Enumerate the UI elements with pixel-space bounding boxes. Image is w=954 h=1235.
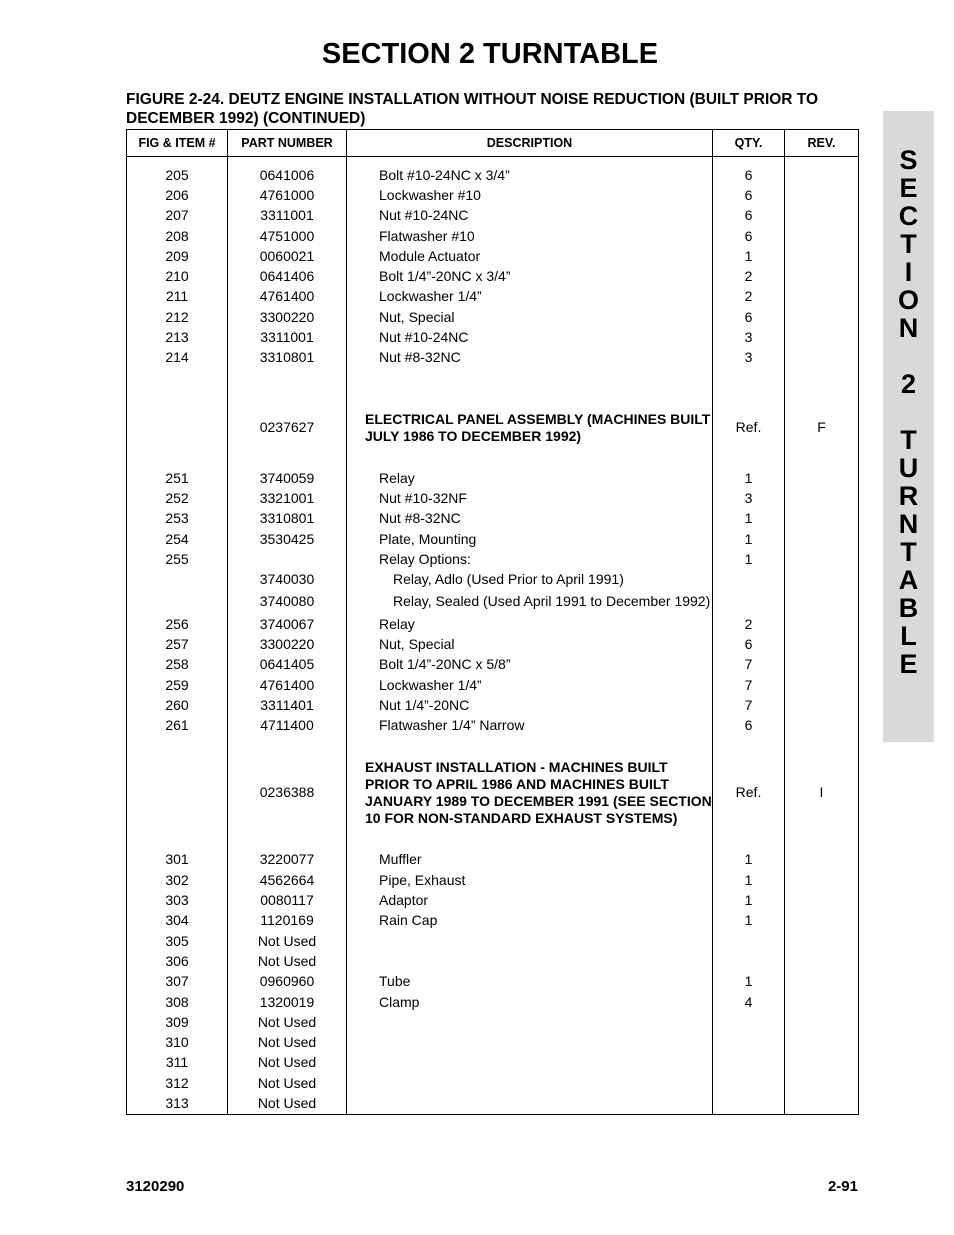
parts-table-body xyxy=(127,157,859,1115)
table-row xyxy=(127,1033,859,1053)
qty-cell: 7 xyxy=(713,675,785,695)
table-spacer-row xyxy=(127,388,859,408)
description-cell: Muffler xyxy=(347,850,713,870)
qty-cell: 6 xyxy=(713,226,785,246)
rev-cell xyxy=(785,1033,859,1053)
table-row xyxy=(127,951,859,971)
part-number-cell: Not Used xyxy=(228,1012,347,1032)
description-cell: Bolt 1/4”-20NC x 5/8” xyxy=(347,655,713,675)
qty-cell: 1 xyxy=(713,870,785,890)
rev-cell xyxy=(785,590,859,614)
fig-cell: 252 xyxy=(127,488,228,508)
rev-cell xyxy=(785,287,859,307)
side-tab-letter: T xyxy=(900,425,917,455)
qty-cell xyxy=(713,1073,785,1093)
table-row xyxy=(127,549,859,569)
table-row xyxy=(127,675,859,695)
part-number-cell: 3740059 xyxy=(228,468,347,488)
part-number-cell: 3310801 xyxy=(228,348,347,368)
table-row xyxy=(127,327,859,347)
description-cell xyxy=(347,1053,713,1073)
table-row xyxy=(127,226,859,246)
table-row xyxy=(127,911,859,931)
part-number-cell xyxy=(228,549,347,569)
qty-cell xyxy=(713,1012,785,1032)
fig-cell: 307 xyxy=(127,972,228,992)
fig-cell: 302 xyxy=(127,870,228,890)
description-cell xyxy=(347,1033,713,1053)
fig-cell xyxy=(127,590,228,614)
description-cell: Rain Cap xyxy=(347,911,713,931)
page-number: 2-91 xyxy=(827,1178,858,1195)
part-number-cell: 0960960 xyxy=(228,972,347,992)
side-tab-letter xyxy=(883,398,934,426)
fig-cell: 209 xyxy=(127,246,228,266)
table-row xyxy=(127,716,859,736)
table-row xyxy=(127,992,859,1012)
rev-cell xyxy=(785,266,859,286)
part-number-cell: Not Used xyxy=(228,1093,347,1114)
description-cell: Relay, Adlo (Used Prior to April 1991) xyxy=(347,569,713,589)
figure-title: FIGURE 2-24. DEUTZ ENGINE INSTALLATION WITHOUT NOISE REDUCTION (BUILT PRIOR TO DECEMBER 1992) (CONTINUED) xyxy=(126,91,819,127)
part-number-cell: 4711400 xyxy=(228,716,347,736)
rev-cell xyxy=(785,655,859,675)
part-number-cell: Not Used xyxy=(228,951,347,971)
part-number-cell: Not Used xyxy=(228,1073,347,1093)
side-tab-letter: N xyxy=(898,313,919,343)
rev-cell xyxy=(785,165,859,185)
description-cell: Tube xyxy=(347,972,713,992)
rev-cell xyxy=(785,468,859,488)
table-row xyxy=(127,348,859,368)
fig-cell: 313 xyxy=(127,1093,228,1114)
qty-cell xyxy=(713,569,785,589)
side-tab-letter: E xyxy=(899,173,918,203)
part-number-cell: 0080117 xyxy=(228,890,347,910)
qty-cell: Ref. xyxy=(713,408,785,448)
description-cell xyxy=(347,1093,713,1114)
qty-cell: 1 xyxy=(713,246,785,266)
fig-cell: 261 xyxy=(127,716,228,736)
rev-cell xyxy=(785,1093,859,1114)
description-cell: Module Actuator xyxy=(347,246,713,266)
fig-cell: 212 xyxy=(127,307,228,327)
side-tab-letter: B xyxy=(898,593,919,623)
table-row xyxy=(127,1053,859,1073)
part-number-cell: 4751000 xyxy=(228,226,347,246)
description-cell: Relay, Sealed (Used April 1991 to December 1992) xyxy=(347,590,713,614)
table-row xyxy=(127,655,859,675)
table-row xyxy=(127,266,859,286)
rev-cell xyxy=(785,695,859,715)
part-number-cell: 1120169 xyxy=(228,911,347,931)
fig-cell: 253 xyxy=(127,509,228,529)
table-row xyxy=(127,1093,859,1114)
table-row xyxy=(127,1073,859,1093)
rev-cell xyxy=(785,307,859,327)
rev-cell xyxy=(785,509,859,529)
table-row xyxy=(127,287,859,307)
rev-cell xyxy=(785,1012,859,1032)
rev-cell xyxy=(785,569,859,589)
fig-cell: 214 xyxy=(127,348,228,368)
rev-cell xyxy=(785,911,859,931)
rev-cell xyxy=(785,206,859,226)
qty-cell: 3 xyxy=(713,488,785,508)
side-tab-letters xyxy=(883,146,934,678)
table-row xyxy=(127,206,859,226)
qty-cell: 2 xyxy=(713,266,785,286)
fig-cell: 305 xyxy=(127,931,228,951)
fig-cell: 312 xyxy=(127,1073,228,1093)
description-cell xyxy=(347,931,713,951)
assembly-header-row xyxy=(127,756,859,830)
assembly-header-row xyxy=(127,408,859,448)
qty-cell: 6 xyxy=(713,634,785,654)
qty-cell xyxy=(713,1053,785,1073)
description-cell: Nut #10-32NF xyxy=(347,488,713,508)
description-cell: Adaptor xyxy=(347,890,713,910)
parts-table xyxy=(126,129,859,1115)
page-title: SECTION 2 TURNTABLE xyxy=(321,38,659,70)
description-cell xyxy=(347,1073,713,1093)
qty-cell: 3 xyxy=(713,327,785,347)
rev-cell xyxy=(785,992,859,1012)
description-cell: Plate, Mounting xyxy=(347,529,713,549)
part-number-cell: 4761400 xyxy=(228,675,347,695)
qty-cell xyxy=(713,1093,785,1114)
rev-cell xyxy=(785,488,859,508)
column-header-fig: FIG & ITEM # xyxy=(127,130,228,157)
qty-cell: 4 xyxy=(713,992,785,1012)
rev-cell xyxy=(785,529,859,549)
fig-cell: 260 xyxy=(127,695,228,715)
description-cell: Pipe, Exhaust xyxy=(347,870,713,890)
qty-cell: 1 xyxy=(713,911,785,931)
qty-cell: 7 xyxy=(713,655,785,675)
description-cell: Nut, Special xyxy=(347,634,713,654)
part-number-cell: 3321001 xyxy=(228,488,347,508)
rev-cell xyxy=(785,850,859,870)
rev-cell xyxy=(785,1073,859,1093)
fig-cell: 258 xyxy=(127,655,228,675)
side-tab-letter: L xyxy=(900,621,917,651)
qty-cell xyxy=(713,590,785,614)
description-cell: Flatwasher #10 xyxy=(347,226,713,246)
table-spacer-row xyxy=(127,368,859,388)
rev-cell xyxy=(785,614,859,634)
side-tab-letter: 2 xyxy=(900,369,917,399)
side-tab-letter: S xyxy=(899,145,918,175)
table-row xyxy=(127,590,859,614)
fig-cell: 206 xyxy=(127,185,228,205)
side-tab-letter: U xyxy=(898,453,919,483)
rev-cell xyxy=(785,549,859,569)
rev-cell xyxy=(785,327,859,347)
table-header-row xyxy=(127,130,859,157)
qty-cell xyxy=(713,951,785,971)
table-row xyxy=(127,569,859,589)
description-cell: Nut 1/4”-20NC xyxy=(347,695,713,715)
fig-cell: 205 xyxy=(127,165,228,185)
qty-cell xyxy=(713,931,785,951)
column-header-qty: QTY. xyxy=(713,130,785,157)
table-spacer-row xyxy=(127,736,859,756)
side-tab-letter: I xyxy=(904,257,913,287)
side-tab-letter: A xyxy=(898,565,919,595)
fig-cell xyxy=(127,408,228,448)
description-cell: Relay xyxy=(347,614,713,634)
part-number-cell: 3310801 xyxy=(228,509,347,529)
qty-cell: Ref. xyxy=(713,756,785,830)
fig-cell: 211 xyxy=(127,287,228,307)
part-number-cell: 4761000 xyxy=(228,185,347,205)
qty-cell: 3 xyxy=(713,348,785,368)
rev-cell xyxy=(785,246,859,266)
part-number-cell: 0641006 xyxy=(228,165,347,185)
fig-cell: 256 xyxy=(127,614,228,634)
side-tab-letter: T xyxy=(900,229,917,259)
description-cell: Nut #8-32NC xyxy=(347,509,713,529)
part-number-cell: 0060021 xyxy=(228,246,347,266)
fig-cell: 207 xyxy=(127,206,228,226)
document-number: 3120290 xyxy=(126,1178,185,1195)
rev-cell xyxy=(785,951,859,971)
fig-cell: 255 xyxy=(127,549,228,569)
qty-cell: 1 xyxy=(713,468,785,488)
table-spacer-row xyxy=(127,448,859,468)
fig-cell: 306 xyxy=(127,951,228,971)
fig-cell: 301 xyxy=(127,850,228,870)
part-number-cell: Not Used xyxy=(228,1033,347,1053)
part-number-cell: 3300220 xyxy=(228,634,347,654)
description-cell: Nut #10-24NC xyxy=(347,206,713,226)
qty-cell: 6 xyxy=(713,165,785,185)
table-row xyxy=(127,634,859,654)
part-number-cell: 3300220 xyxy=(228,307,347,327)
qty-cell: 2 xyxy=(713,614,785,634)
fig-cell: 213 xyxy=(127,327,228,347)
part-number-cell: 3740030 xyxy=(228,569,347,589)
part-number-cell: 0237627 xyxy=(228,408,347,448)
description-cell: Flatwasher 1/4” Narrow xyxy=(347,716,713,736)
fig-cell: 303 xyxy=(127,890,228,910)
table-row xyxy=(127,870,859,890)
part-number-cell: 3311001 xyxy=(228,206,347,226)
table-row xyxy=(127,931,859,951)
description-cell: ELECTRICAL PANEL ASSEMBLY (MACHINES BUILT JULY 1986 TO DECEMBER 1992) xyxy=(347,408,713,448)
description-cell: EXHAUST INSTALLATION - MACHINES BUILT PRIOR TO APRIL 1986 AND MACHINES BUILT JANUARY 1989 TO DECEMBER 1991 (SEE SECTION 10 FOR NON-STANDARD EXHAUST SYSTEMS) xyxy=(347,756,713,830)
qty-cell: 1 xyxy=(713,850,785,870)
column-header-part: PART NUMBER xyxy=(228,130,347,157)
part-number-cell: 3740067 xyxy=(228,614,347,634)
rev-cell xyxy=(785,931,859,951)
part-number-cell: 3530425 xyxy=(228,529,347,549)
description-cell: Nut #10-24NC xyxy=(347,327,713,347)
table-row xyxy=(127,307,859,327)
description-cell: Lockwasher 1/4” xyxy=(347,287,713,307)
rev-cell xyxy=(785,1053,859,1073)
fig-cell xyxy=(127,756,228,830)
part-number-cell: 0641405 xyxy=(228,655,347,675)
table-row xyxy=(127,165,859,185)
qty-cell: 1 xyxy=(713,529,785,549)
qty-cell xyxy=(713,1033,785,1053)
column-header-description: DESCRIPTION xyxy=(347,130,713,157)
part-number-cell: 1320019 xyxy=(228,992,347,1012)
table-row xyxy=(127,246,859,266)
qty-cell: 2 xyxy=(713,287,785,307)
fig-cell: 311 xyxy=(127,1053,228,1073)
side-tab-letter: E xyxy=(899,649,918,679)
table-row xyxy=(127,529,859,549)
description-cell: Bolt #10-24NC x 3/4” xyxy=(347,165,713,185)
rev-cell xyxy=(785,870,859,890)
rev-cell: I xyxy=(785,756,859,830)
table-padding-row xyxy=(127,157,859,166)
side-tab-letter xyxy=(883,342,934,370)
description-cell: Clamp xyxy=(347,992,713,1012)
part-number-cell: Not Used xyxy=(228,1053,347,1073)
description-cell: Relay Options: xyxy=(347,549,713,569)
fig-cell: 251 xyxy=(127,468,228,488)
rev-cell xyxy=(785,716,859,736)
rev-cell xyxy=(785,972,859,992)
qty-cell: 7 xyxy=(713,695,785,715)
description-cell: Nut #8-32NC xyxy=(347,348,713,368)
rev-cell xyxy=(785,675,859,695)
fig-cell: 257 xyxy=(127,634,228,654)
fig-cell: 259 xyxy=(127,675,228,695)
table-row xyxy=(127,488,859,508)
rev-cell xyxy=(785,634,859,654)
table-row xyxy=(127,972,859,992)
description-cell: Relay xyxy=(347,468,713,488)
table-row xyxy=(127,695,859,715)
fig-cell xyxy=(127,569,228,589)
fig-cell: 210 xyxy=(127,266,228,286)
part-number-cell: 3311001 xyxy=(228,327,347,347)
table-row xyxy=(127,890,859,910)
part-number-cell: 0641406 xyxy=(228,266,347,286)
column-header-rev: REV. xyxy=(785,130,859,157)
rev-cell xyxy=(785,890,859,910)
side-tab-letter: C xyxy=(898,201,919,231)
side-tab-letter: T xyxy=(900,537,917,567)
fig-cell: 308 xyxy=(127,992,228,1012)
qty-cell: 6 xyxy=(713,206,785,226)
part-number-cell: 4562664 xyxy=(228,870,347,890)
part-number-cell: 3220077 xyxy=(228,850,347,870)
rev-cell: F xyxy=(785,408,859,448)
fig-cell: 310 xyxy=(127,1033,228,1053)
description-cell xyxy=(347,951,713,971)
fig-cell: 208 xyxy=(127,226,228,246)
rev-cell xyxy=(785,185,859,205)
side-tab-letter: N xyxy=(898,509,919,539)
table-row xyxy=(127,509,859,529)
part-number-cell: 3311401 xyxy=(228,695,347,715)
table-row xyxy=(127,850,859,870)
table-row xyxy=(127,468,859,488)
side-tab-letter: O xyxy=(897,285,919,315)
fig-cell: 254 xyxy=(127,529,228,549)
table-row xyxy=(127,614,859,634)
qty-cell: 1 xyxy=(713,509,785,529)
part-number-cell: 3740080 xyxy=(228,590,347,614)
part-number-cell: Not Used xyxy=(228,931,347,951)
qty-cell: 6 xyxy=(713,716,785,736)
section-side-tab xyxy=(883,111,934,742)
description-cell: Nut, Special xyxy=(347,307,713,327)
rev-cell xyxy=(785,226,859,246)
qty-cell: 6 xyxy=(713,185,785,205)
rev-cell xyxy=(785,348,859,368)
qty-cell: 1 xyxy=(713,890,785,910)
description-cell: Bolt 1/4”-20NC x 3/4” xyxy=(347,266,713,286)
fig-cell: 309 xyxy=(127,1012,228,1032)
fig-cell: 304 xyxy=(127,911,228,931)
side-tab-letter: R xyxy=(898,481,919,511)
part-number-cell: 4761400 xyxy=(228,287,347,307)
description-cell: Lockwasher #10 xyxy=(347,185,713,205)
table-spacer-row xyxy=(127,830,859,850)
qty-cell: 1 xyxy=(713,972,785,992)
table-row xyxy=(127,185,859,205)
qty-cell: 6 xyxy=(713,307,785,327)
description-cell: Lockwasher 1/4” xyxy=(347,675,713,695)
table-row xyxy=(127,1012,859,1032)
qty-cell: 1 xyxy=(713,549,785,569)
description-cell xyxy=(347,1012,713,1032)
part-number-cell: 0236388 xyxy=(228,756,347,830)
